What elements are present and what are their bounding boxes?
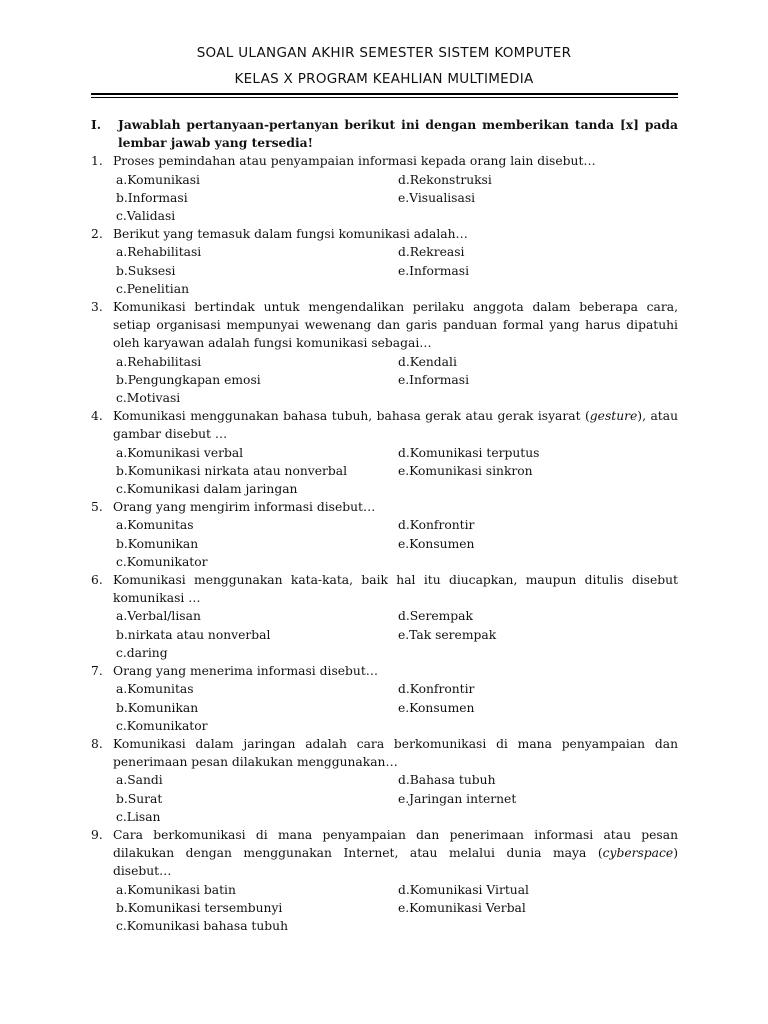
option-letter: a. bbox=[116, 445, 128, 460]
question-text: Orang yang menerima informasi disebut… bbox=[113, 664, 379, 679]
question-item bbox=[91, 571, 678, 662]
exam-subtitle: KELAS X PROGRAM KEAHLIAN MULTIMEDIA bbox=[234, 71, 534, 87]
option-letter: d. bbox=[397, 773, 410, 788]
option-text: Komunikasi Verbal bbox=[409, 900, 526, 915]
option-row bbox=[91, 516, 678, 534]
question-text: Berikut yang temasuk dalam fungsi komunikasi adalah… bbox=[113, 227, 468, 242]
option-text: Komunitas bbox=[127, 518, 194, 533]
option-b[interactable] bbox=[116, 790, 398, 808]
option-letter: e. bbox=[397, 463, 410, 478]
option-e[interactable] bbox=[398, 262, 678, 280]
question-text bbox=[113, 826, 678, 881]
option-row bbox=[91, 535, 678, 553]
option-d[interactable] bbox=[398, 444, 678, 462]
option-letter: b. bbox=[116, 900, 128, 915]
option-a[interactable] bbox=[116, 171, 398, 189]
option-text: Komunikator bbox=[126, 554, 208, 569]
option-text: Visualisasi bbox=[409, 190, 476, 205]
option-row bbox=[91, 444, 678, 462]
question-stem bbox=[91, 152, 678, 170]
question-stem bbox=[91, 571, 678, 607]
option-row bbox=[91, 262, 678, 280]
option-letter: b. bbox=[116, 536, 128, 551]
option-letter: c. bbox=[116, 281, 127, 296]
option-row bbox=[91, 917, 678, 935]
option-text: Komunikan bbox=[127, 700, 199, 715]
option-row bbox=[91, 353, 678, 371]
option-letter: b. bbox=[116, 372, 128, 387]
question-item bbox=[91, 298, 678, 407]
question-number: 9. bbox=[91, 827, 103, 842]
option-text: Bahasa tubuh bbox=[409, 773, 496, 788]
option-row bbox=[91, 280, 678, 298]
option-letter: c. bbox=[116, 209, 127, 224]
answer-options bbox=[91, 607, 678, 662]
option-text: Konfrontir bbox=[409, 682, 475, 697]
option-d[interactable] bbox=[398, 771, 678, 789]
question-number: 8. bbox=[91, 736, 103, 751]
option-letter: b. bbox=[116, 700, 128, 715]
option-text: Komunikasi nirkata atau nonverbal bbox=[127, 463, 348, 478]
option-letter: a. bbox=[116, 354, 128, 369]
option-row bbox=[91, 881, 678, 899]
question-text-italic: gesture bbox=[589, 409, 638, 424]
question-list bbox=[91, 152, 678, 935]
option-letter: d. bbox=[397, 445, 410, 460]
option-b[interactable] bbox=[116, 699, 398, 717]
question-number: 7. bbox=[91, 664, 103, 679]
option-text: Tak serempak bbox=[409, 627, 497, 642]
section-instruction bbox=[91, 116, 678, 152]
exam-title: SOAL ULANGAN AKHIR SEMESTER SISTEM KOMPUTER bbox=[196, 45, 572, 61]
instruction-text: Jawablah pertanyaan-pertanyan berikut ini dengan memberikan tanda [x] pada lembar jawab yang tersedia! bbox=[118, 117, 678, 151]
question-text: Orang yang mengirim informasi disebut… bbox=[113, 500, 376, 515]
option-text: Komunikasi terputus bbox=[409, 445, 540, 460]
option-row bbox=[91, 553, 678, 571]
answer-options bbox=[91, 680, 678, 735]
option-letter: b. bbox=[116, 190, 128, 205]
option-e[interactable] bbox=[398, 626, 678, 644]
option-letter: c. bbox=[116, 391, 127, 406]
question-text-part: Cara berkomunikasi di mana penyampaian dan penerimaan informasi atau pesan dilakukan dengan menggunakan Internet, atau melalui dunia maya ( bbox=[113, 827, 678, 861]
option-text: Sandi bbox=[127, 773, 163, 788]
option-text: Rekreasi bbox=[409, 245, 465, 260]
question-text: Komunikasi bertindak untuk mengendalikan perilaku anggota dalam beberapa cara, setiap organisasi mempunyai wewenang dan garis panduan formal yang harus dipatuhi oleh karyawan adalah fungsi komunikasi sebagai… bbox=[113, 300, 678, 351]
option-text: Komunikasi dalam jaringan bbox=[126, 482, 298, 497]
option-text: Komunikasi verbal bbox=[127, 445, 244, 460]
option-text: Informasi bbox=[409, 263, 470, 278]
option-text: Informasi bbox=[409, 372, 470, 387]
question-number: 4. bbox=[91, 409, 103, 424]
question-item bbox=[91, 152, 678, 225]
option-letter: e. bbox=[397, 190, 410, 205]
option-row bbox=[91, 243, 678, 261]
option-text: Konsumen bbox=[409, 536, 475, 551]
answer-options bbox=[91, 243, 678, 298]
question-stem bbox=[91, 735, 678, 771]
option-c[interactable] bbox=[116, 480, 398, 498]
option-text: Konsumen bbox=[409, 700, 475, 715]
option-text: Suksesi bbox=[127, 263, 176, 278]
option-c[interactable] bbox=[116, 280, 398, 298]
answer-options bbox=[91, 353, 678, 408]
option-letter: d. bbox=[397, 354, 410, 369]
option-letter: e. bbox=[397, 263, 410, 278]
option-row bbox=[91, 717, 678, 735]
option-letter: c. bbox=[116, 645, 127, 660]
option-letter: e. bbox=[397, 627, 410, 642]
option-a[interactable] bbox=[116, 771, 398, 789]
option-d[interactable] bbox=[398, 881, 678, 899]
option-e[interactable] bbox=[398, 462, 678, 480]
option-letter: d. bbox=[397, 882, 410, 897]
option-letter: a. bbox=[116, 609, 128, 624]
question-item bbox=[91, 826, 678, 935]
option-text: Komunikator bbox=[126, 718, 208, 733]
exam-body bbox=[91, 116, 678, 935]
option-letter: c. bbox=[116, 554, 127, 569]
option-letter: a. bbox=[116, 882, 128, 897]
option-text: Kendali bbox=[409, 354, 457, 369]
option-row bbox=[91, 899, 678, 917]
option-b[interactable] bbox=[116, 535, 398, 553]
question-item bbox=[91, 225, 678, 298]
option-letter: d. bbox=[397, 172, 410, 187]
option-letter: e. bbox=[397, 700, 410, 715]
answer-options bbox=[91, 444, 678, 499]
question-text: Komunikasi dalam jaringan adalah cara berkomunikasi di mana penyampaian dan penerimaan pesan dilakukan menggunakan… bbox=[113, 736, 678, 770]
question-number: 3. bbox=[91, 300, 103, 315]
option-b[interactable] bbox=[116, 371, 398, 389]
question-text-part: ), atau gambar disebut … bbox=[113, 409, 678, 442]
option-text: Informasi bbox=[127, 190, 188, 205]
option-c[interactable] bbox=[116, 207, 398, 225]
option-text: Penelitian bbox=[126, 281, 189, 296]
option-e[interactable] bbox=[398, 535, 678, 553]
option-row bbox=[91, 480, 678, 498]
question-stem bbox=[91, 498, 678, 516]
option-text: Rehabilitasi bbox=[127, 354, 202, 369]
option-text: Komunikasi tersembunyi bbox=[127, 900, 283, 915]
option-text: Komunitas bbox=[127, 682, 194, 697]
option-row bbox=[91, 644, 678, 662]
option-e[interactable] bbox=[398, 189, 678, 207]
option-text: Motivasi bbox=[126, 391, 181, 406]
option-letter: b. bbox=[116, 627, 128, 642]
option-text: Konfrontir bbox=[409, 518, 475, 533]
option-text: nirkata atau nonverbal bbox=[127, 627, 271, 642]
option-text: Verbal/lisan bbox=[127, 609, 201, 624]
option-row bbox=[91, 389, 678, 407]
question-stem bbox=[91, 225, 678, 243]
option-b[interactable] bbox=[116, 899, 398, 917]
header-rule-thick bbox=[91, 93, 678, 95]
option-d[interactable] bbox=[398, 171, 678, 189]
option-text: Pengungkapan emosi bbox=[127, 372, 261, 387]
question-text bbox=[113, 407, 678, 443]
option-c[interactable] bbox=[116, 644, 398, 662]
option-text: Komunikasi Virtual bbox=[409, 882, 529, 897]
option-letter: a. bbox=[116, 682, 128, 697]
question-number: 5. bbox=[91, 500, 103, 515]
option-b[interactable] bbox=[116, 262, 398, 280]
question-text-part: Komunikasi menggunakan bahasa tubuh, bahasa gerak atau gerak isyarat ( bbox=[113, 409, 590, 424]
option-a[interactable] bbox=[116, 607, 398, 625]
option-letter: a. bbox=[116, 172, 128, 187]
question-item bbox=[91, 662, 678, 735]
option-letter: e. bbox=[397, 536, 410, 551]
question-item bbox=[91, 407, 678, 498]
option-row bbox=[91, 171, 678, 189]
option-d[interactable] bbox=[398, 516, 678, 534]
option-a[interactable] bbox=[116, 444, 398, 462]
option-d[interactable] bbox=[398, 353, 678, 371]
question-stem bbox=[91, 298, 678, 353]
option-c[interactable] bbox=[116, 553, 398, 571]
option-d[interactable] bbox=[398, 680, 678, 698]
option-e[interactable] bbox=[398, 899, 678, 917]
option-letter: c. bbox=[116, 718, 127, 733]
option-row bbox=[91, 607, 678, 625]
option-row bbox=[91, 207, 678, 225]
question-item bbox=[91, 735, 678, 826]
section-number: I. bbox=[91, 117, 102, 132]
option-c[interactable] bbox=[116, 717, 398, 735]
option-a[interactable] bbox=[116, 680, 398, 698]
option-text: Komunikasi batin bbox=[127, 882, 236, 897]
option-row bbox=[91, 771, 678, 789]
option-c[interactable] bbox=[116, 808, 398, 826]
option-letter: a. bbox=[116, 245, 128, 260]
question-text: Komunikasi menggunakan kata-kata, baik hal itu diucapkan, maupun ditulis disebut komunikasi … bbox=[113, 573, 678, 606]
question-number: 6. bbox=[91, 573, 103, 588]
option-letter: d. bbox=[397, 682, 410, 697]
answer-options bbox=[91, 516, 678, 571]
option-letter: e. bbox=[397, 372, 410, 387]
option-row bbox=[91, 808, 678, 826]
option-letter: c. bbox=[116, 918, 127, 933]
option-text: Komunikasi bahasa tubuh bbox=[126, 918, 289, 933]
option-letter: d. bbox=[397, 245, 410, 260]
question-item bbox=[91, 498, 678, 571]
option-b[interactable] bbox=[116, 626, 398, 644]
option-e[interactable] bbox=[398, 790, 678, 808]
option-e[interactable] bbox=[398, 699, 678, 717]
question-number: 1. bbox=[91, 154, 103, 169]
option-letter: d. bbox=[397, 609, 410, 624]
question-number: 2. bbox=[91, 227, 103, 242]
option-d[interactable] bbox=[398, 607, 678, 625]
option-letter: c. bbox=[116, 482, 127, 497]
option-text: Validasi bbox=[126, 209, 176, 224]
option-text: Rekonstruksi bbox=[409, 172, 492, 187]
option-row bbox=[91, 699, 678, 717]
question-text-italic: cyberspace bbox=[602, 846, 674, 861]
header-rule-thin bbox=[91, 97, 678, 98]
option-b[interactable] bbox=[116, 189, 398, 207]
option-text: Surat bbox=[127, 791, 163, 806]
option-letter: a. bbox=[116, 773, 128, 788]
option-text: Lisan bbox=[126, 809, 161, 824]
answer-options bbox=[91, 881, 678, 936]
option-row bbox=[91, 462, 678, 480]
question-text-part: ) disebut… bbox=[113, 846, 678, 879]
option-row bbox=[91, 189, 678, 207]
option-row bbox=[91, 626, 678, 644]
option-text: Serempak bbox=[409, 609, 473, 624]
option-a[interactable] bbox=[116, 516, 398, 534]
question-stem bbox=[91, 662, 678, 680]
option-text: Jaringan internet bbox=[409, 791, 517, 806]
option-letter: b. bbox=[116, 263, 128, 278]
option-text: Komunikasi sinkron bbox=[409, 463, 533, 478]
option-a[interactable] bbox=[116, 353, 398, 371]
question-stem bbox=[91, 407, 678, 443]
option-c[interactable] bbox=[116, 389, 398, 407]
option-d[interactable] bbox=[398, 243, 678, 261]
option-a[interactable] bbox=[116, 243, 398, 261]
option-row bbox=[91, 790, 678, 808]
option-row bbox=[91, 371, 678, 389]
question-stem bbox=[91, 826, 678, 881]
option-a[interactable] bbox=[116, 881, 398, 899]
option-row bbox=[91, 680, 678, 698]
option-text: daring bbox=[126, 645, 168, 660]
option-letter: e. bbox=[397, 900, 410, 915]
option-letter: b. bbox=[116, 463, 128, 478]
option-e[interactable] bbox=[398, 371, 678, 389]
option-letter: b. bbox=[116, 791, 128, 806]
option-letter: a. bbox=[116, 518, 128, 533]
option-letter: d. bbox=[397, 518, 410, 533]
answer-options bbox=[91, 771, 678, 826]
option-b[interactable] bbox=[116, 462, 398, 480]
answer-options bbox=[91, 171, 678, 226]
option-letter: e. bbox=[397, 791, 410, 806]
option-text: Komunikasi bbox=[127, 172, 200, 187]
option-letter: c. bbox=[116, 809, 127, 824]
option-text: Komunikan bbox=[127, 536, 199, 551]
option-c[interactable] bbox=[116, 917, 398, 935]
question-text: Proses pemindahan atau penyampaian informasi kepada orang lain disebut… bbox=[113, 154, 596, 169]
option-text: Rehabilitasi bbox=[127, 245, 202, 260]
